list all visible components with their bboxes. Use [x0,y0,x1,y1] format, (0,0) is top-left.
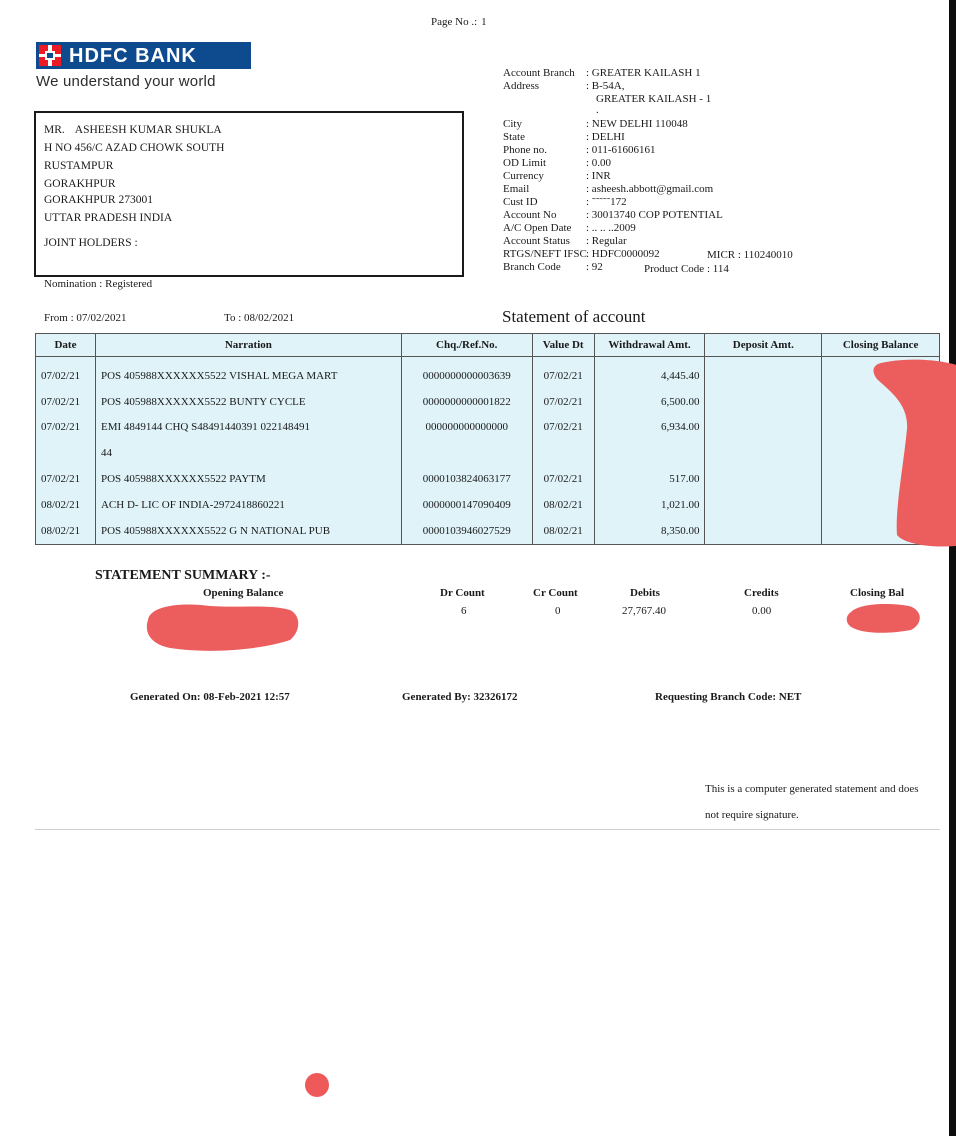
detail-value: : Regular [586,235,627,247]
detail-value: : NEW DELHI 110048 [586,118,688,130]
detail-value: : ˜˜˜˜˜172 [586,196,627,208]
column-header: Value Dt [532,334,594,357]
dr-count-value: 6 [461,605,467,617]
debits-header: Debits [630,587,660,599]
detail-label: OD Limit [503,157,547,169]
table-cell [705,492,822,518]
table-cell [705,518,822,544]
column-header: Closing Balance [822,334,940,357]
table-row [36,518,940,544]
column-header: Date [36,334,96,357]
summary-title: STATEMENT SUMMARY :- [95,568,271,583]
detail-row [503,196,803,209]
credits-header: Credits [744,587,779,599]
detail-value: : HDFC0000092 [586,248,660,260]
table-cell [532,440,594,466]
table-cell: 0000103824063177 [401,466,532,492]
detail-label: RTGS/NEFT IFSC [503,248,587,260]
table-cell: POS 405988XXXXXX5522 VISHAL MEGA MART [95,357,401,389]
detail-label: Branch Code [503,261,561,273]
generated-by: Generated By: 32326172 [402,691,518,703]
detail-value: : 0.00 [586,157,612,169]
generated-on: Generated On: 08-Feb-2021 12:57 [130,691,290,703]
detail-value: : 92 [586,261,603,273]
period-to: To : 08/02/2021 [224,312,295,324]
table-cell: 08/02/21 [36,492,96,518]
table-cell [705,440,822,466]
table-cell: 08/02/21 [36,518,96,544]
table-cell: 0000103946027529 [401,518,532,544]
table-cell: 07/02/21 [36,357,96,389]
redaction-mark [845,600,923,634]
right-edge-bar [949,0,956,1136]
address-line: GORAKHPUR 273001 [44,194,153,206]
dr-count-header: Dr Count [440,587,485,599]
account-branch-row: Account Branch : GREATER KAILASH 1 [503,67,701,79]
cr-count-header: Cr Count [533,587,578,599]
table-cell: 4,445.40 [594,357,705,389]
opening-balance-header: Opening Balance [203,587,284,599]
detail-row [503,209,803,222]
table-cell: 6,934.00 [594,415,705,441]
detail-label: City [503,118,522,130]
detail-value: : 30013740 COP POTENTIAL [586,209,723,221]
detail-label: A/C Open Date [503,222,572,234]
detail-label: Phone no. [503,144,547,156]
statement-title: Statement of account [502,307,646,326]
table-cell: 44 [95,440,401,466]
table-cell: 07/02/21 [532,415,594,441]
table-cell: 08/02/21 [532,492,594,518]
logo-text: HDFC BANK [69,45,197,67]
table-cell: POS 405988XXXXXX5522 G N NATIONAL PUB [95,518,401,544]
table-cell [705,389,822,415]
detail-row [503,235,803,248]
address-row-2: GREATER KAILASH - 1 [596,93,712,105]
requesting-branch: Requesting Branch Code: NET [655,691,802,703]
disclaimer-line-1: This is a computer generated statement and does [705,783,919,795]
detail-value: : DELHI [586,131,625,143]
table-row [36,415,940,441]
table-cell: 07/02/21 [532,389,594,415]
transactions-table-wrap [35,333,940,540]
red-dot [305,1073,329,1097]
table-cell: 07/02/21 [532,357,594,389]
detail-label: Account No [503,209,557,221]
table-cell: 0000000000003639 [401,357,532,389]
table-cell [36,440,96,466]
address-line: RUSTAMPUR [44,160,114,172]
detail-row [503,144,803,157]
disclaimer-line-2: not require signature. [705,809,799,821]
column-header: Withdrawal Amt. [594,334,705,357]
table-cell: POS 405988XXXXXX5522 PAYTM [95,466,401,492]
table-cell [705,357,822,389]
detail-value: : .. .. ..2009 [586,222,636,234]
logo-banner [36,42,251,69]
table-cell: 07/02/21 [36,389,96,415]
table-row [36,492,940,518]
logo-tagline: We understand your world [36,73,216,90]
table-cell: 07/02/21 [532,466,594,492]
transactions-table [35,333,940,545]
address-row: Address : B-54A, [503,80,625,92]
customer-name: MR. ASHEESH KUMAR SHUKLA [44,124,222,136]
table-cell: 6,500.00 [594,389,705,415]
address-row-3: . [596,104,599,116]
table-cell: POS 405988XXXXXX5522 BUNTY CYCLE [95,389,401,415]
detail-row [503,183,803,196]
table-row [36,440,940,466]
table-row [36,466,940,492]
closing-bal-header: Closing Bal [850,587,905,599]
table-cell: 0000000147090409 [401,492,532,518]
customer-address-box [34,111,464,277]
redaction-mark [867,359,956,547]
table-cell [705,466,822,492]
detail-label: Currency [503,170,544,182]
table-cell: ACH D- LIC OF INDIA-2972418860221 [95,492,401,518]
product-code: Product Code : 114 [644,263,729,275]
detail-value: : asheesh.abbott@gmail.com [586,183,714,195]
table-cell: 8,350.00 [594,518,705,544]
table-cell: 07/02/21 [36,466,96,492]
page-number: Page No .: 1 [431,16,487,28]
table-cell [594,440,705,466]
detail-row [503,131,803,144]
hdfc-logo [36,42,252,94]
table-cell: 1,021.00 [594,492,705,518]
table-row [36,357,940,389]
credits-value: 0.00 [752,605,772,617]
table-cell [705,415,822,441]
period-from: From : 07/02/2021 [44,312,127,324]
detail-row [503,222,803,235]
column-header: Narration [95,334,401,357]
table-cell: 08/02/21 [532,518,594,544]
detail-row [503,170,803,183]
table-cell: 000000000000000 [401,415,532,441]
detail-label: Cust ID [503,196,538,208]
table-row [36,389,940,415]
detail-value: : 011-61606161 [586,144,656,156]
detail-row [503,157,803,170]
micr-code: MICR : 110240010 [707,249,793,261]
cr-count-value: 0 [555,605,561,617]
address-line: GORAKHPUR [44,178,116,190]
nomination-status: Nomination : Registered [44,278,153,290]
address-line: H NO 456/C AZAD CHOWK SOUTH [44,142,225,154]
redaction-mark [140,598,300,654]
table-cell: 07/02/21 [36,415,96,441]
detail-label: State [503,131,525,143]
bank-emblem-icon [39,45,61,66]
footer-rule [35,829,940,830]
detail-label: Account Status [503,235,570,247]
table-cell: 0000000000001822 [401,389,532,415]
table-cell: 517.00 [594,466,705,492]
joint-holders: JOINT HOLDERS : [44,237,138,249]
column-header: Chq./Ref.No. [401,334,532,357]
detail-label: Email [503,183,530,195]
table-cell [401,440,532,466]
detail-row [503,118,803,131]
address-line: UTTAR PRADESH INDIA [44,212,173,224]
debits-value: 27,767.40 [622,605,666,617]
column-header: Deposit Amt. [705,334,822,357]
detail-value: : INR [586,170,611,182]
table-cell: EMI 4849144 CHQ S48491440391 022148491 [95,415,401,441]
